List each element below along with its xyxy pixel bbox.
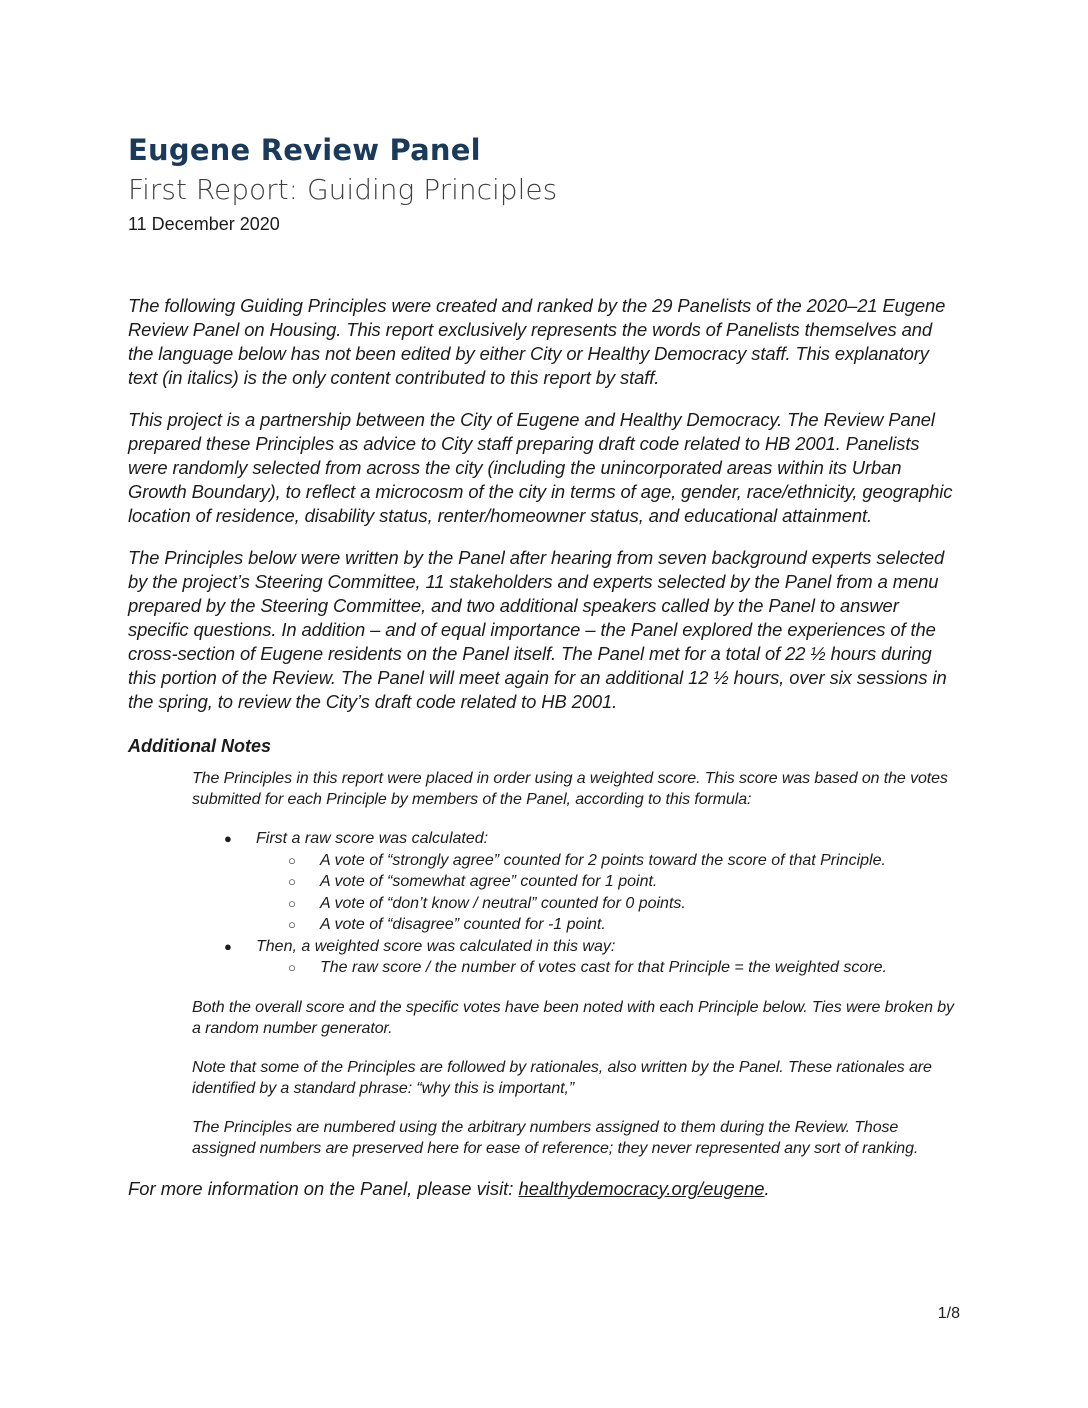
document-subtitle: First Report: Guiding Principles — [128, 173, 558, 206]
intro-paragraph: The following Guiding Principles were created and ranked by the 29 Panelists of the 2020–21 Eugene Review Panel on Housing. This report exclusively represents the words of Panelists themselves and the language below has not been edited by either City or Healthy Democracy staff. This explanatory text (in italics) is the only content contributed to this report by staff. — [128, 295, 946, 388]
notes-paragraph: The Principles are numbered using the arbitrary numbers assigned to them during the Review. Those assigned numbers are preserved here for ease of reference; they never represented any sort of ranking. — [192, 1118, 919, 1157]
sub-list-item: ○ A vote of “disagree” counted for -1 point. — [256, 914, 960, 936]
more-info-suffix: . — [764, 1177, 770, 1199]
healthydemocracy-link[interactable]: healthydemocracy.org/eugene — [518, 1177, 765, 1199]
additional-notes-heading: Additional Notes — [128, 736, 271, 756]
notes-lead-paragraph: The Principles in this report were placed in order using a weighted score. This score was based on the votes submitted for each Principle by members of the Panel, according to this formula: — [192, 770, 948, 808]
list-item-text: First a raw score was calculated: — [256, 830, 489, 847]
scoring-list — [192, 828, 960, 979]
sub-list — [256, 957, 960, 979]
sub-list-item: ○ A vote of “strongly agree” counted for 2 points toward the score of that Principle. — [256, 850, 960, 872]
document-page — [128, 128, 960, 1201]
list-item — [192, 828, 960, 936]
intro-paragraph: This project is a partnership between the City of Eugene and Healthy Democracy. The Review Panel prepared these Principles as advice to City staff preparing draft code related to HB 2001. Panelists were randomly selected from across the city (including the unincorporated areas within its Urban Growth Boundary), to reflect a microcosm of the city in terms of age, gender, race/ethnicity, geographic location of residence, disability status, renter/homeowner status, and educational attainment. — [128, 409, 953, 526]
additional-notes-section — [192, 768, 960, 1159]
list-item-text: Then, a weighted score was calculated in this way: — [256, 937, 616, 955]
more-info-text: For more information on the Panel, please visit: — [128, 1177, 519, 1199]
sub-list — [256, 850, 960, 936]
notes-paragraph: Note that some of the Principles are followed by rationales, also written by the Panel. These rationales are identified by a standard phrase: “why this is important,” — [192, 1058, 932, 1097]
notes-paragraph: Both the overall score and the specific votes have been noted with each Principle below. Ties were broken by a random number generator. — [192, 998, 954, 1037]
sub-list-item: ○ A vote of “somewhat agree” counted for 1 point. — [256, 871, 960, 893]
list-item — [192, 936, 960, 979]
document-date: 11 December 2020 — [128, 214, 280, 234]
intro-section — [128, 294, 960, 714]
sub-list-item: ○ A vote of “don’t know / neutral” counted for 0 points. — [256, 893, 960, 915]
document-title: Eugene Review Panel — [128, 133, 481, 167]
sub-list-item: ○ The raw score / the number of votes cast for that Principle = the weighted score. — [256, 957, 960, 979]
more-info-line — [128, 1177, 960, 1201]
intro-paragraph: The Principles below were written by the Panel after hearing from seven background experts selected by the project’s Steering Committee, 11 stakeholders and experts selected by the Panel from a menu prepared by the Steering Committee, and two additional speakers called by the Panel to answer specific questions. In addition – and of equal importance – the Panel explored the experiences of the cross-section of Eugene residents on the Panel itself. The Panel met for a total of 22 ½ hours during this portion of the Review. The Panel will meet again for an additional 12 ½ hours, over six sessions in the spring, to review the City’s draft code related to HB 2001. — [128, 547, 947, 712]
page-number: 1/8 — [937, 1305, 960, 1322]
